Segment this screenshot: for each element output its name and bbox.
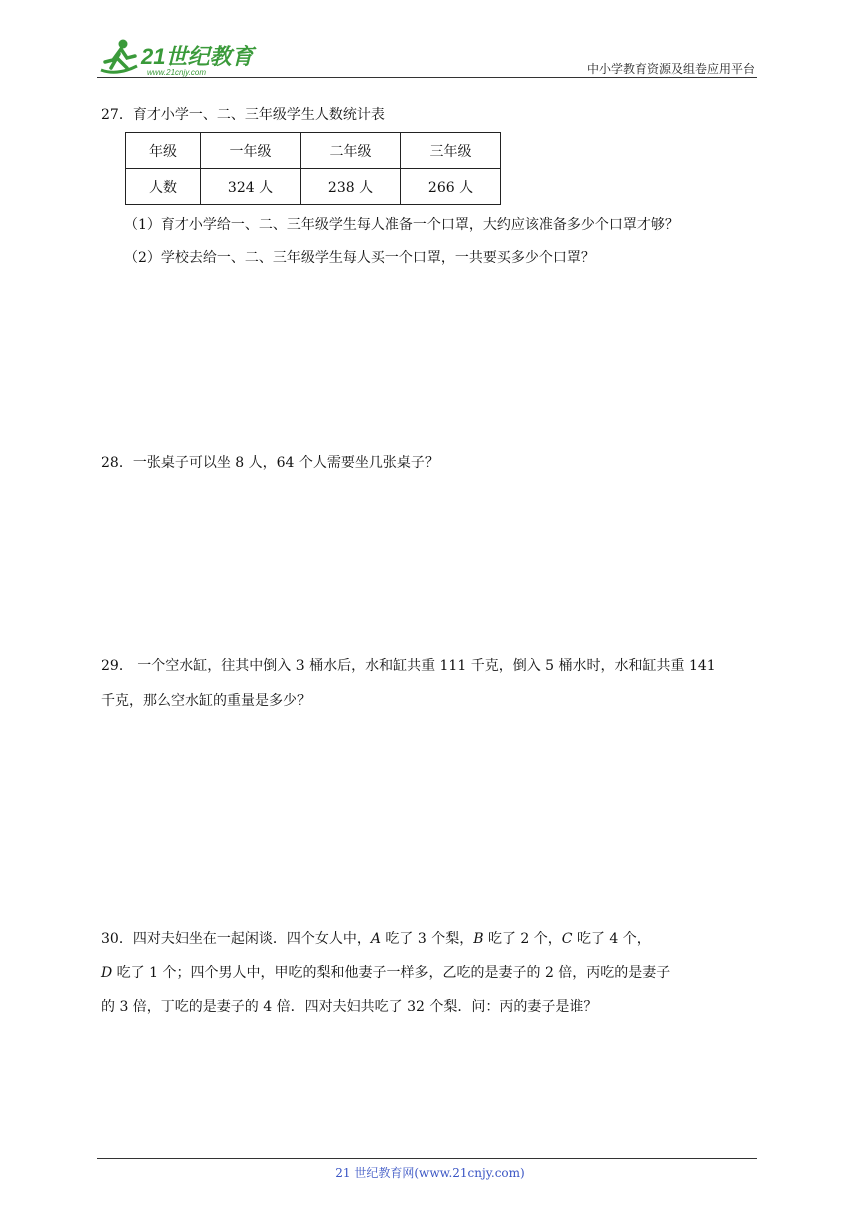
table-cell: 324 人 [201, 169, 301, 205]
table-cell: 238 人 [301, 169, 401, 205]
page-header [97, 36, 757, 78]
table-row [126, 133, 501, 169]
question-30-line-2 [101, 956, 670, 990]
q30-text: 30．四对夫妇坐在一起闲谈．四个女人中， [101, 931, 371, 947]
question-27-title: 27．育才小学一、二、三年级学生人数统计表 [101, 107, 385, 123]
question-29-line-2: 千克，那么空水缸的重量是多少？ [101, 693, 311, 709]
header-divider [97, 77, 757, 78]
table-header-cell: 三年级 [401, 133, 501, 169]
table-header-cell: 一年级 [201, 133, 301, 169]
question-28: 28．一张桌子可以坐 8 人，64 个人需要坐几张桌子？ [101, 455, 439, 471]
q30-text: 吃了 4 个， [572, 931, 651, 947]
question-30-line-3: 的 3 倍，丁吃的是妻子的 4 倍．四对夫妇共吃了 32 个梨．问：丙的妻子是谁？ [101, 999, 598, 1015]
table-cell: 266 人 [401, 169, 501, 205]
table-cell: 人数 [126, 169, 201, 205]
person-d: D [101, 965, 113, 981]
logo-runner-icon [97, 36, 267, 78]
logo-text: 21世纪教育 [141, 44, 254, 69]
q30-text: 吃了 3 个梨， [380, 931, 474, 947]
platform-name: 中小学教育资源及组卷应用平台 [586, 62, 755, 76]
person-a: A [370, 931, 381, 947]
footer-divider [97, 1158, 757, 1159]
person-b: B [473, 931, 484, 947]
question-29 [101, 652, 716, 715]
question-29-line-1: 29． 一个空水缸，往其中倒入 3 桶水后，水和缸共重 111 千克，倒入 5 桶水时，水和缸共重 141 [101, 658, 716, 674]
q30-text: 吃了 2 个， [483, 931, 562, 947]
table-row [126, 169, 501, 205]
student-count-table [125, 132, 501, 205]
person-c: C [561, 931, 573, 947]
footer-source: 21 世纪教育网(www.21cnjy.com) [335, 1166, 525, 1180]
question-30 [101, 922, 670, 1024]
q30-text: 吃了 1 个；四个男人中，甲吃的梨和他妻子一样多，乙吃的是妻子的 2 倍，丙吃的是妻子 [112, 965, 671, 981]
logo-url: www.21cnjy.com [147, 68, 206, 77]
logo [97, 36, 267, 78]
table-header-cell: 年级 [126, 133, 201, 169]
question-30-line-1 [101, 922, 670, 956]
question-27-part-1: （1）育才小学给一、二、三年级学生每人准备一个口罩，大约应该准备多少个口罩才够？ [124, 217, 679, 233]
table-header-cell: 二年级 [301, 133, 401, 169]
question-27-part-2: （2）学校去给一、二、三年级学生每人买一个口罩，一共要买多少个口罩？ [124, 250, 595, 266]
